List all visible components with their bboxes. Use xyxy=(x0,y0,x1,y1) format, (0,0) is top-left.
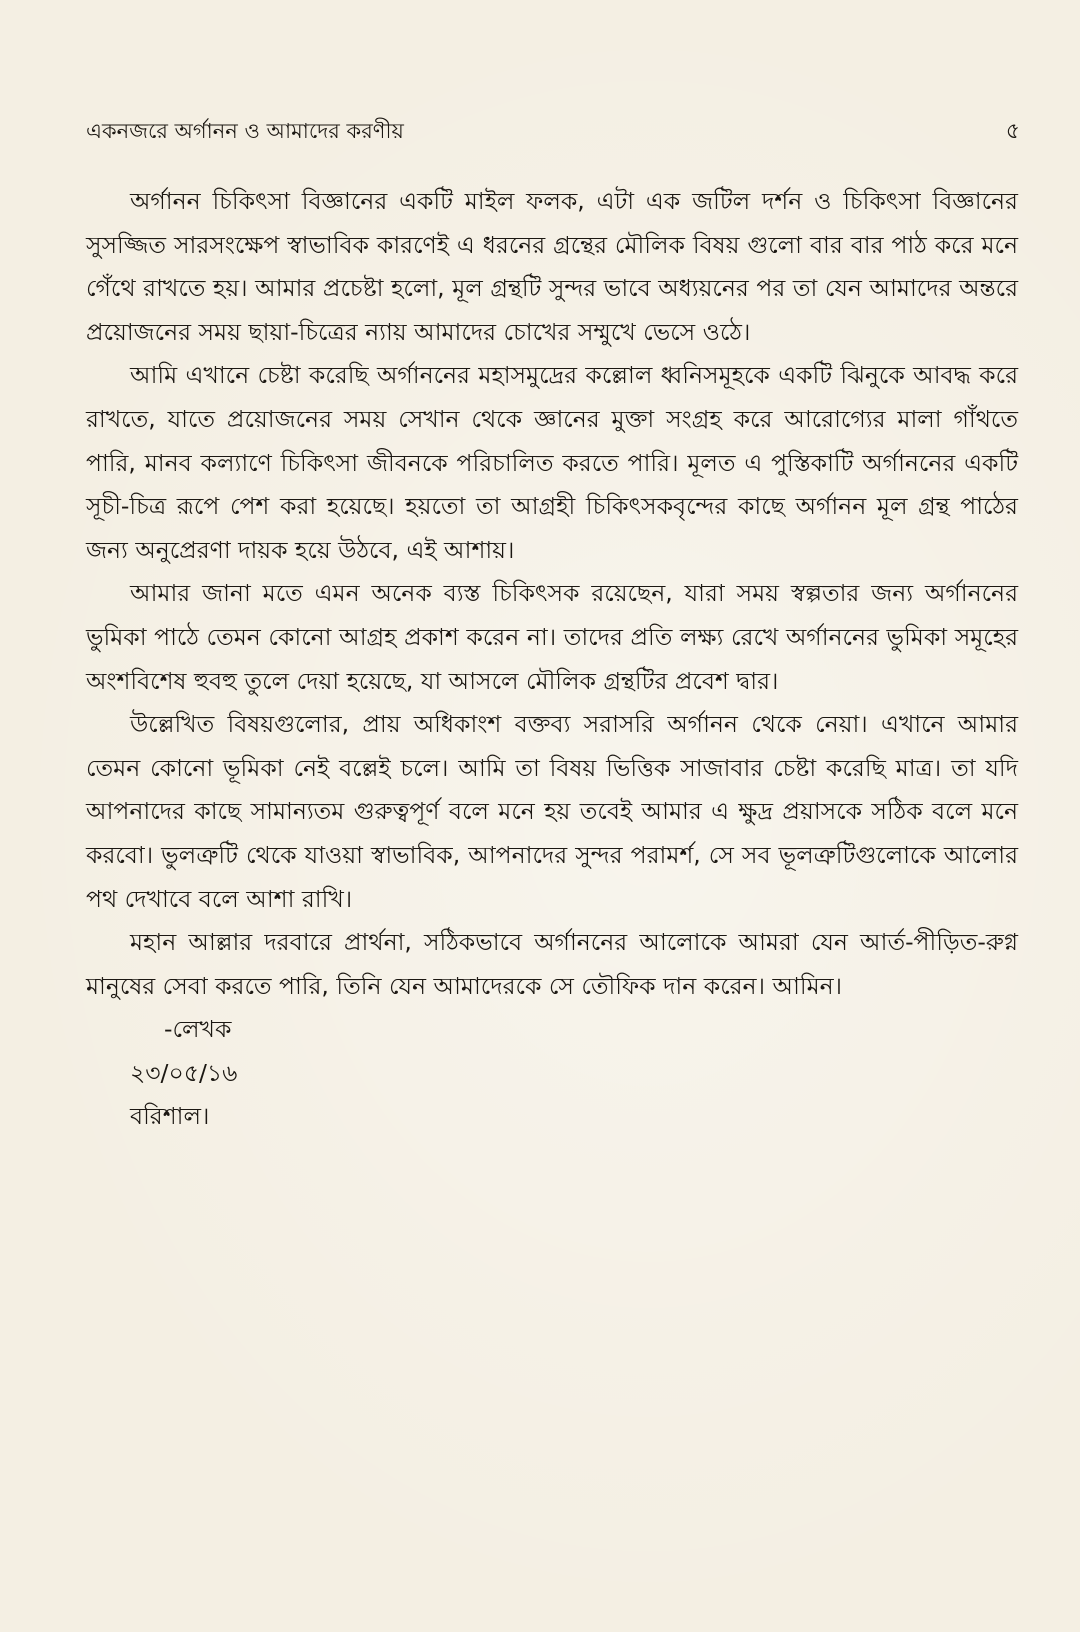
author-signature: -লেখক xyxy=(164,1015,232,1044)
signature-place: বরিশাল। xyxy=(130,1102,210,1131)
paragraph-4: উল্লেখিত বিষয়গুলোর, প্রায় অধিকাংশ বক্তব্য সরাসরি অর্গানন থেকে নেয়া। এখানে আমার তেমন কোনো ভূমিকা নেই বল্লেই চলে। আমি তা বিষয় ভিত্তিক সাজাবার চেষ্টা করেছি মাত্র। তা যদি আপনাদের কাছে সামান্যতম গুরুত্বপূর্ণ বলে মনে হয় তবেই আমার এ ক্ষুদ্র প্রয়াসকে সঠিক বলে মনে করবো। ভুলত্রুটি থেকে যাওয়া স্বাভাবিক, আপনাদের সুন্দর পরামর্শ, সে সব ভূলত্রুটিগুলোকে আলোর পথ দেখাবে বলে আশা রাখি। xyxy=(86,710,1018,913)
paragraph-1: অর্গানন চিকিৎসা বিজ্ঞানের একটি মাইল ফলক, এটা এক জটিল দর্শন ও চিকিৎসা বিজ্ঞানের সুসজ্জিত সারসংক্ষেপ স্বাভাবিক কারণেই এ ধরনের গ্রন্থের মৌলিক বিষয় গুলো বার বার পাঠ করে মনে গেঁথে রাখতে হয়। আমার প্রচেষ্টা হলো, মূল গ্রন্থটি সুন্দর ভাবে অধ্যয়নের পর তা যেন আমাদের অন্তরে প্রয়োজনের সময় ছায়া-চিত্রের ন্যায় আমাদের চোখের সম্মুখে ভেসে ওঠে। xyxy=(86,187,1018,346)
running-header xyxy=(86,112,1020,152)
page-number: ৫ xyxy=(1005,118,1020,144)
signature-date: ২৩/০৫/১৬ xyxy=(130,1058,238,1087)
paragraph-2: আমি এখানে চেষ্টা করেছি অর্গাননের মহাসমুদ্রের কল্লোল ধ্বনিসমূহকে একটি ঝিনুকে আবদ্ধ করে রাখতে, যাতে প্রয়োজনের সময় সেখান থেকে জ্ঞানের মুক্তা সংগ্রহ করে আরোগ্যের মালা গাঁথতে পারি, মানব কল্যাণে চিকিৎসা জীবনকে পরিচালিত করতে পারি। মূলত এ পুস্তিকাটি অর্গাননের একটি সূচী-চিত্র রূপে পেশ করা হয়েছে। হয়তো তা আগ্রহী চিকিৎসকবৃন্দের কাছে অর্গানন মূল গ্রন্থ পাঠের জন্য অনুপ্রেরণা দায়ক হয়ে উঠবে, এই আশায়। xyxy=(86,361,1018,564)
running-head-title: একনজরে অর্গানন ও আমাদের করণীয় xyxy=(86,118,404,143)
preface-text xyxy=(86,180,1018,1139)
paragraph-5: মহান আল্লার দরবারে প্রার্থনা, সঠিকভাবে অর্গাননের আলোকে আমরা যেন আর্ত-পীড়িত-রুগ্ন মানুষের সেবা করতে পারি, তিনি যেন আমাদেরকে সে তৌফিক দান করেন। আমিন। xyxy=(86,928,1018,1000)
paragraph-3: আমার জানা মতে এমন অনেক ব্যস্ত চিকিৎসক রয়েছেন, যারা সময় স্বল্পতার জন্য অর্গাননের ভুমিকা পাঠে তেমন কোনো আগ্রহ প্রকাশ করেন না। তাদের প্রতি লক্ষ্য রেখে অর্গাননের ভুমিকা সমূহের অংশবিশেষ হুবহু তুলে দেয়া হয়েছে, যা আসলে মৌলিক গ্রন্থটির প্রবেশ দ্বার। xyxy=(86,579,1018,695)
